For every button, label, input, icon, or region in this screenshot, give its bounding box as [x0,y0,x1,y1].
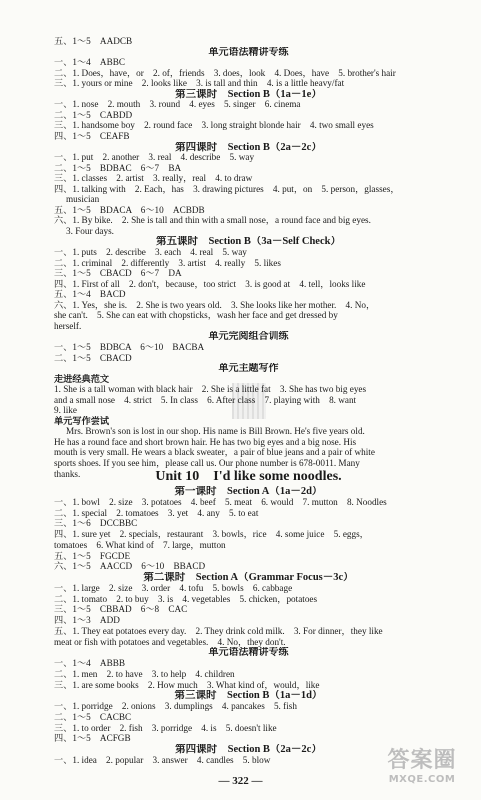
answer-line: thanks. [54,468,81,479]
section-heading: 第一课时 Section A（1a－2d） [174,486,323,497]
answer-line: she can't. 5. She can eat with chopsticks，wash her face and get dressed by [54,310,338,321]
answer-line: 五、1～5 AADCB [54,36,133,46]
answer-line: 一、1. put 2. another 3. real 4. describe 5. way [54,152,255,163]
answer-line: tomatoes 6. What kind of 7. large，mutton [54,539,226,550]
answer-line: sports shoes. If you see him，please call us. Our phone number is 678-0011. Many [54,458,360,468]
section-heading: 第四课时 Section B（2a－2c） [175,141,322,153]
answer-line: 二、1. Does，have，or 2. of，friends 3. does，look 4. Does，have 5. brother's hair [54,67,396,78]
answer-line: 五、1. They eat potatoes every day. 2. They drink cold milk. 3. For dinner，they like [54,625,383,636]
answer-line: 五、1～4 BACD [54,289,126,300]
answer-line: 二、1. tomato 2. to buy 3. is 4. vegetables 5. chicken，potatoes [54,593,318,604]
answer-line: 四、1. talking with 2. Each，has 3. drawing pictures 4. put，on 5. person，glasses， [54,183,400,194]
answer-line: 一、1. puts 2. describe 3. each 4. real 5. way [54,247,247,257]
answer-line: 五、1～5 FGCDE [54,550,131,561]
answer-line: 一、1. nose 2. mouth 3. round 4. eyes 5. singer 6. cinema [54,99,301,110]
answer-line: 五、1～5 BDACA 6～10 ACBDB [54,204,205,215]
section-heading: 单元主题写作 [218,363,279,375]
section-heading: 第二课时 Section A（Grammar Focus－3c） [143,572,354,583]
answer-line: 一、1～4 ABBC [54,57,125,68]
watermark-url: MXQE.COM [388,774,456,785]
answer-line: 三、1. classes 2. artist 3. really，real 4. to draw [54,173,253,184]
answer-line: 一、1. large 2. size 3. order 4. tofu 5. bowls 6. cabbage [54,582,293,593]
answer-line: herself. [54,320,82,331]
answer-line: 一、1. idea 2. popular 3. answer 4. candles 5. blow [54,754,271,765]
answer-line: 一、1. bowl 2. size 3. potatoes 4. beef 5. meat 6. would 7. mutton 8. Noodles [54,496,387,507]
page-number: — 322 — [218,775,263,787]
answer-line: 四、1～5 ACFGB [54,733,131,744]
answer-line: 三、1～5 CBACD 6～7 DA [54,268,182,279]
answer-line: 二、1. men 2. to have 3. to help 4. children [54,668,235,679]
section-heading: 第三课时 Section B（1a－1d） [174,690,323,702]
answer-line: 一、1. porridge 2. onions 3. dumplings 4. pancakes 5. fish [54,701,297,711]
unit-title: Unit 10 I'd like some noodles. [155,469,342,484]
answer-line: 二、1～5 BDBAC 6～7 BA [54,162,182,173]
watermark-title: 答案圈 [387,748,457,773]
answer-line: 六、1. Yes，she is. 2. She is two years old. 3. She looks like her mother. 4. No， [54,299,376,310]
answer-line: 三、1. are some books 2. How much 3. What kind of，would，like [54,679,320,690]
section-heading: 第五课时 Section B（3a－Self Check） [156,236,341,248]
answer-line: 一、1～5 BDBCA 6～10 BACBA [54,341,205,352]
section-heading: 单元完阅组合训练 [208,331,289,343]
answer-line: 三、1. yours or mine 2. looks like 3. is tall and thin 4. is a little heavy/fat [54,78,345,89]
answer-line: 二、1～5 CACBC [54,711,132,722]
answer-line: 一、1～4 ABBB [54,658,125,668]
answer-line: 三、1. to order 2. fish 3. porridge 4. is 5. doesn't like [54,722,277,733]
answer-line: musician [66,194,100,205]
answer-line: 走进经典范文 [54,373,110,384]
answer-line: 三、1～6 DCCBBC [54,518,138,529]
answer-line: 1. She is a tall woman with black hair 2. She is a little fat 3. She has two big eyes [54,384,367,395]
answer-line: 单元写作尝试 [54,415,110,426]
answer-line: 六、1. By bike. 2. She is tall and thin with a small nose，a round face and big eyes. [54,215,371,226]
answer-line: 四、1. First of all 2. don't，because，too strict 3. is good at 4. tell，looks like [54,278,366,289]
section-heading: 单元语法精讲专练 [208,647,289,659]
answer-line: 二、1. criminal 2. differently 3. artist 4. really 5. likes [54,257,281,268]
answer-line: 二、1. special 2. tomatoes 3. yet 4. any 5. to eat [54,507,259,518]
answer-line: meat or fish with potatoes and vegetables. 4. No，they don't. [54,636,286,647]
answer-line: Mrs. Brown's son is lost in our shop. His name is Bill Brown. He's five years old. [66,426,365,437]
answer-line: 二、1～5 CBACD [54,352,132,363]
answer-line: 9. like [54,405,77,416]
answer-line: He has a round face and short brown hair. He has two big eyes and a big nose. His [54,436,357,447]
answer-line: 四、1～5 CEAFB [54,130,130,141]
answer-line: 六、1～5 AACCD 6～10 BBACD [54,561,206,572]
answer-line: 二、1～5 CABDD [54,109,133,120]
answer-line: 四、1. sure yet 2. specials，restaurant 3. bowls，rice 4. some juice 5. eggs， [54,529,369,539]
section-heading: 单元语法精讲专练 [208,46,289,58]
answer-line: and a small nose 4. strict 5. In class 6. After class 7. playing with 8. want [54,394,357,405]
answer-line: 3. Four days. [66,225,114,236]
section-heading: 第四课时 Section B（2a－2c） [175,744,322,755]
answer-line: 四、1～3 ADD [54,615,120,625]
section-heading: 第三课时 Section B（1a－1e） [175,88,322,100]
answer-line: mouth is very small. He wears a black sweater，a pair of blue jeans and a pair of white [54,447,375,458]
answer-line: 三、1. handsome boy 2. round face 3. long straight blonde hair 4. two small eyes [54,120,374,131]
answer-line: 三、1～5 CBBAD 6～8 CAC [54,604,188,615]
